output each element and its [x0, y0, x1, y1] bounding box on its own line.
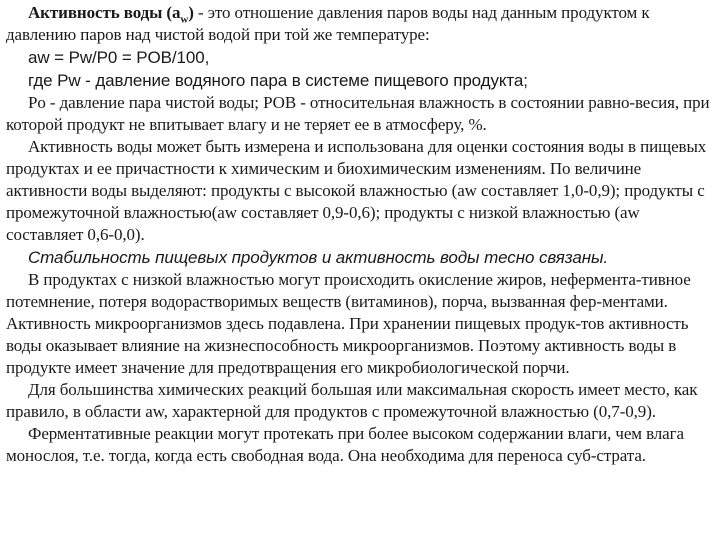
term-subscript: w — [180, 13, 189, 26]
term-paren-open: (a — [162, 3, 181, 22]
formula-line: aw = Pw/P0 = POB/100, — [28, 48, 210, 67]
paragraph-low-moisture: В продуктах с низкой влажностью могут происходить окисление жиров, нефермента-тивное потемнение, потеря водорастворимых веществ (витаминов), порча, вызванная фер-ментами. Активность микроорганизмов здесь подавлена. При хранении пищевых продук-тов активность воды оказывает влияние на жизнеспособность микроорганизмов. Поэтому активность воды в продукте имеет значение для предотвращения его микробиологической порчи. — [6, 270, 691, 377]
definition-text: - это отношение давления паров воды над данным продуктом к давлению паров над чистой водой при той же температуре: — [6, 3, 650, 44]
paragraph-enzymatic-reactions: Ферментативные реакции могут протекать при более высоком содержании влаги, чем влага монослоя, т.е. тогда, когда есть свободная вода. Она необходима для переноса суб-страта. — [6, 424, 684, 465]
paragraph-measurement: Активность воды может быть измерена и использована для оценки состояния воды в пищевых продуктах и ее причастности к химическим и биохимическим изменениям. По величине активности воды выделяют: продукты с высокой влажностью (aw составляет 1,0-0,9); продукты с промежуточной влажностью(aw составляет 0,9-0,6); продукты с низкой влажностью (aw составляет 0,6-0,0). — [6, 137, 707, 244]
heading-stability: Стабильность пищевых продуктов и активность воды тесно связаны. — [28, 248, 608, 267]
formula-where-line: где Pw - давление водяного пара в системе пищевого продукта; — [28, 71, 528, 90]
term-water-activity: Активность воды — [28, 3, 163, 22]
paragraph-po: Po - давление пара чистой воды; РОВ - относительная влажность в состоянии равно-весия, при которой продукт не впитывает влагу и не теряет ее в атмосферу, %. — [6, 93, 710, 134]
term-paren-close: ) — [188, 3, 194, 22]
paragraph-chemical-reactions: Для большинства химических реакций большая или максимальная скорость имеет место, как правило, в области aw, характерной для продуктов с промежуточной влажностью (0,7-0,9). — [6, 380, 698, 421]
paragraph-definition — [6, 2, 714, 46]
